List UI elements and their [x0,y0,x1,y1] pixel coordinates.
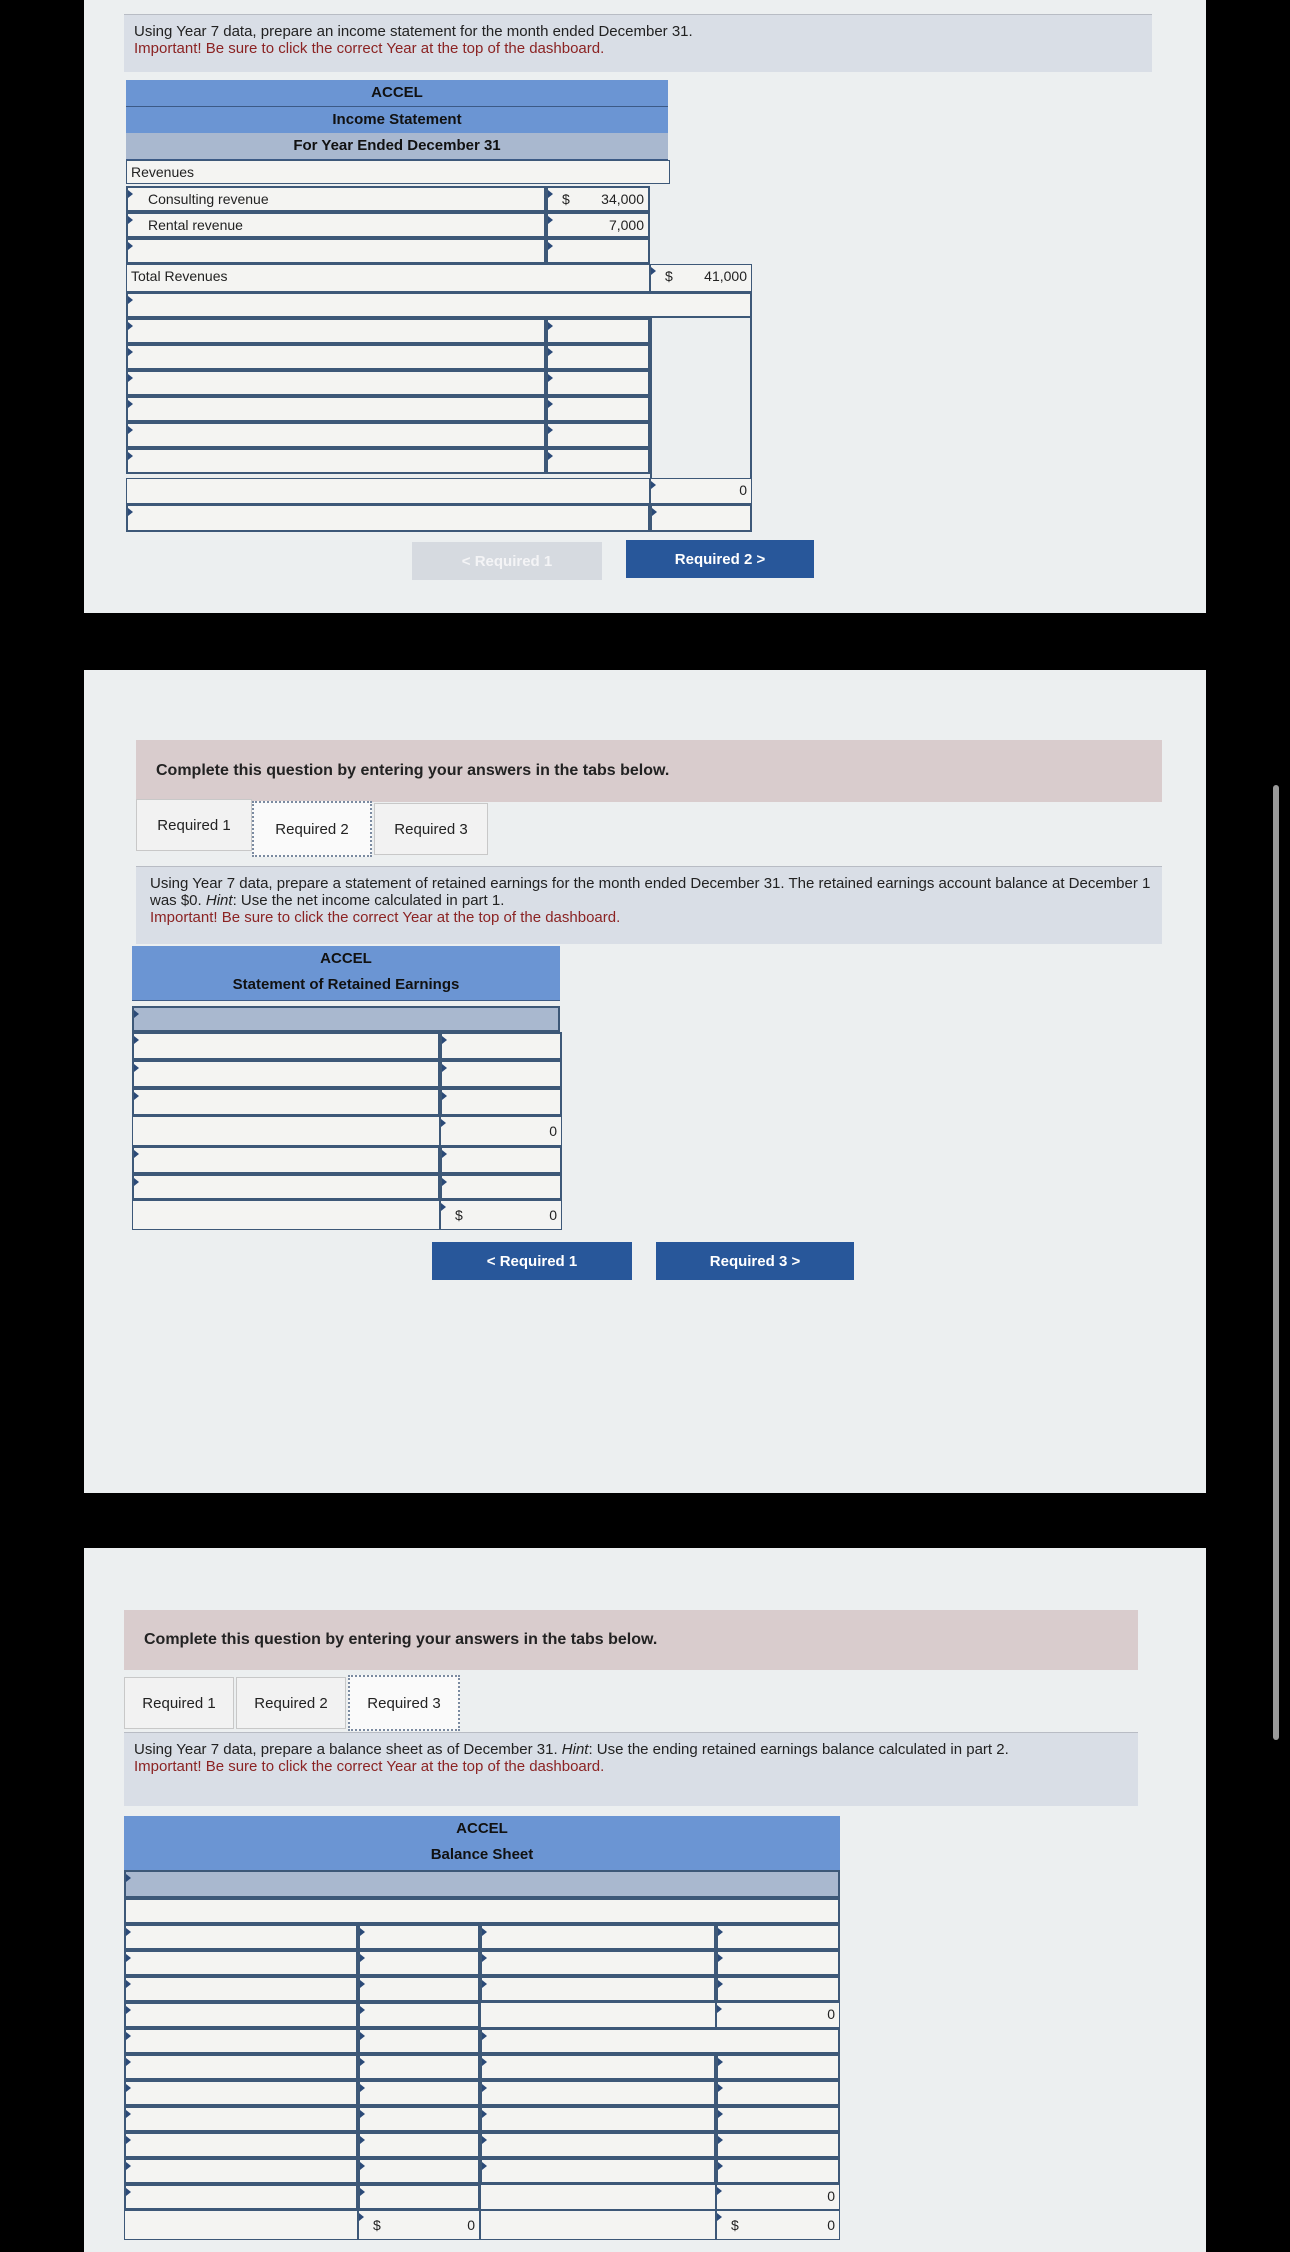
re-label-2[interactable] [132,1060,440,1088]
tab-required-1[interactable]: Required 1 [124,1677,234,1729]
hint-label: Hint [205,892,233,909]
re-amount-1[interactable] [440,1032,562,1060]
net-income-amount[interactable] [650,504,752,532]
re-amount-5[interactable] [440,1174,562,1200]
expense-amount-2[interactable] [546,344,650,370]
re-label-5[interactable] [132,1174,440,1200]
liab-amount-1[interactable] [716,1924,840,1950]
date-input[interactable] [124,1870,840,1898]
instruction-box [124,1732,1138,1806]
asset-amount-6[interactable] [358,2054,480,2080]
asset-amount-9[interactable] [358,2132,480,2158]
re-ending-value: 0 [549,1207,557,1223]
instruction-part-b: : Use the net income calculated in part 1. [232,892,505,909]
total-liabilities-amount: 0 [716,2002,840,2028]
instruction-text [150,875,1152,909]
asset-amount-1[interactable] [358,1924,480,1950]
important-note: Important! Be sure to click the correct Year at the top of the dashboard. [134,40,605,57]
tab-required-3[interactable]: Required 3 [374,803,488,855]
instruction-text [134,1741,1128,1758]
scrollbar[interactable] [1273,785,1279,1740]
equity-label-5[interactable] [480,2158,716,2184]
tab-required-2[interactable]: Required 2 [236,1677,346,1729]
equity-amount-5[interactable] [716,2158,840,2184]
expense-amount-1[interactable] [546,318,650,344]
expense-amount-6[interactable] [546,448,650,474]
equity-label-2[interactable] [480,2080,716,2106]
asset-amount-5[interactable] [358,2028,480,2054]
instruction-box [124,14,1152,72]
equity-amount-3[interactable] [716,2106,840,2132]
instruction-box [136,866,1162,944]
equity-label-4[interactable] [480,2132,716,2158]
total-assets-value: 0 [467,2217,475,2233]
asset-label-6[interactable] [124,2054,358,2080]
equity-amount-2[interactable] [716,2080,840,2106]
asset-label-11[interactable] [124,2184,358,2210]
balance-sheet-panel [84,1548,1206,2252]
tab-required-3[interactable]: Required 3 [348,1675,460,1731]
liab-amount-3[interactable] [716,1976,840,2002]
asset-label-9[interactable] [124,2132,358,2158]
company-name: ACCEL [132,946,560,973]
expense-amount-3[interactable] [546,370,650,396]
income-statement-panel [84,0,1206,613]
statement-period: For Year Ended December 31 [126,133,668,160]
total-revenues-value: 41,000 [704,268,747,284]
tab-required-2[interactable]: Required 2 [252,801,372,857]
prev-required-1-button[interactable]: < Required 1 [432,1242,632,1280]
asset-label-10[interactable] [124,2158,358,2184]
instruction-part-b: : Use the ending retained earnings balance calculated in part 2. [588,1741,1009,1758]
statement-title: Income Statement [126,107,668,134]
blank-revenue-amount[interactable] [546,238,650,264]
asset-amount-2[interactable] [358,1950,480,1976]
hint-label: Hint [561,1741,589,1758]
expenses-heading-input[interactable] [126,292,752,318]
expense-label-1[interactable] [126,318,546,344]
equity-amount-4[interactable] [716,2132,840,2158]
re-amount-4[interactable] [440,1146,562,1174]
period-input[interactable] [132,1006,560,1032]
next-required-3-button[interactable]: Required 3 > [656,1242,854,1280]
rental-revenue-amount[interactable]: 7,000 [546,212,650,238]
dollar-sign: $ [455,1207,463,1223]
asset-label-5[interactable] [124,2028,358,2054]
total-revenues-label: Total Revenues [126,264,650,292]
blank-revenue-label[interactable] [126,238,546,264]
liab-amount-2[interactable] [716,1950,840,1976]
expense-label-6[interactable] [126,448,546,474]
expense-amount-4[interactable] [546,396,650,422]
total-equity-amount: 0 [716,2184,840,2210]
company-name: ACCEL [124,1816,840,1843]
asset-label-2[interactable] [124,1950,358,1976]
re-amount-3[interactable] [440,1088,562,1116]
re-label-4[interactable] [132,1146,440,1174]
re-label-1[interactable] [132,1032,440,1060]
expense-label-4[interactable] [126,396,546,422]
total-assets-label [124,2210,358,2240]
instruction-banner: Complete this question by entering your answers in the tabs below. [136,740,1162,802]
re-ending-amount [440,1200,562,1230]
expense-label-3[interactable] [126,370,546,396]
liab-label-1[interactable] [480,1924,716,1950]
revenues-heading: Revenues [126,160,670,184]
expense-amount-5[interactable] [546,422,650,448]
instruction-banner: Complete this question by entering your answers in the tabs below. [124,1610,1138,1670]
retained-earnings-panel [84,670,1206,1493]
asset-amount-11[interactable] [358,2184,480,2210]
asset-amount-8[interactable] [358,2106,480,2132]
total-assets-amount [358,2210,480,2240]
re-ending-label [132,1200,440,1230]
equity-amount-1[interactable] [716,2054,840,2080]
asset-label-1[interactable] [124,1924,358,1950]
important-note: Important! Be sure to click the correct Year at the top of the dashboard. [150,909,621,926]
dollar-sign: $ [665,268,673,284]
total-liab-equity-label [480,2210,716,2240]
re-amount-2[interactable] [440,1060,562,1088]
asset-label-7[interactable] [124,2080,358,2106]
dollar-sign: $ [562,191,570,207]
header-row [124,1898,840,1924]
prev-required-1-button[interactable]: < Required 1 [412,542,602,580]
asset-amount-10[interactable] [358,2158,480,2184]
important-note: Important! Be sure to click the correct Year at the top of the dashboard. [134,1758,605,1775]
tab-required-1[interactable]: Required 1 [136,799,252,851]
total-liab-equity-amount [716,2210,840,2240]
total-liab-equity-value: 0 [827,2217,835,2233]
net-income-label[interactable] [126,504,650,532]
rental-revenue-label[interactable]: Rental revenue [126,212,546,238]
asset-amount-7[interactable] [358,2080,480,2106]
asset-label-3[interactable] [124,1976,358,2002]
consulting-revenue-label[interactable]: Consulting revenue [126,186,546,212]
next-required-2-button[interactable]: Required 2 > [626,540,814,578]
instruction-part-a: Using Year 7 data, prepare a statement of retained earnings for the month ended December 31. The retained earnings account balance at December 1 was $0. [150,875,1151,909]
dollar-sign: $ [731,2217,739,2233]
expense-label-5[interactable] [126,422,546,448]
total-expenses-label [126,478,650,504]
expense-label-2[interactable] [126,344,546,370]
liab-label-2[interactable] [480,1950,716,1976]
total-column-frame [650,318,752,478]
total-liabilities-label [480,2002,716,2028]
re-label-3[interactable] [132,1088,440,1116]
re-subtotal-amount: 0 [440,1116,562,1146]
statement-title: Balance Sheet [124,1842,840,1871]
total-equity-label [480,2184,716,2210]
asset-label-4[interactable] [124,2002,358,2028]
dollar-sign: $ [373,2217,381,2233]
asset-label-8[interactable] [124,2106,358,2132]
total-revenues-amount [650,264,752,292]
equity-label-1[interactable] [480,2054,716,2080]
asset-amount-4[interactable] [358,2002,480,2028]
equity-label-3[interactable] [480,2106,716,2132]
consulting-revenue-amount[interactable] [546,186,650,212]
total-expenses-amount: 0 [650,478,752,504]
statement-title: Statement of Retained Earnings [132,972,560,1001]
liab-label-3[interactable] [480,1976,716,2002]
instruction-part-a: Using Year 7 data, prepare a balance sheet as of December 31. [134,1741,562,1758]
company-name: ACCEL [126,80,668,107]
instruction-text: Using Year 7 data, prepare an income statement for the month ended December 31. [134,23,693,40]
re-subtotal-label [132,1116,440,1146]
equity-heading-input[interactable] [480,2028,840,2054]
asset-amount-3[interactable] [358,1976,480,2002]
consulting-revenue-value: 34,000 [601,191,644,207]
